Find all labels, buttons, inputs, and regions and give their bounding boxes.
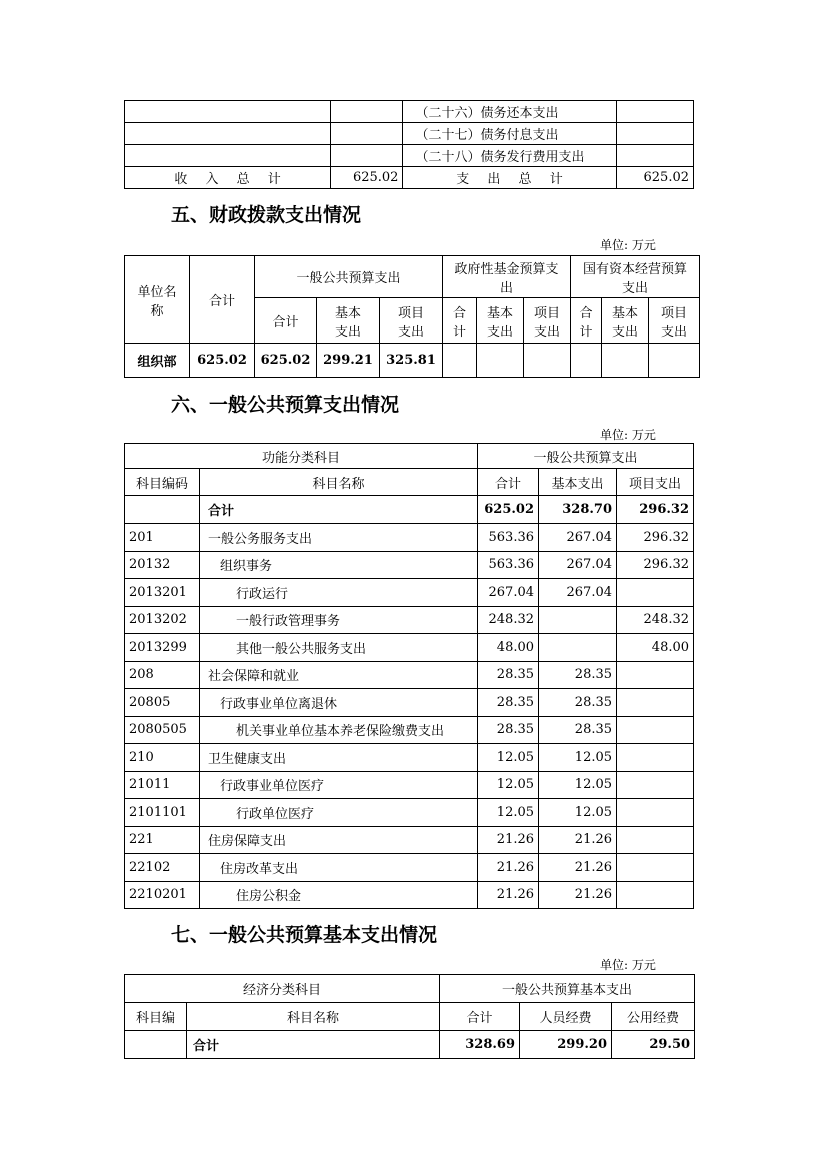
row-project: 296.32 — [617, 524, 694, 552]
header-total: 合计 — [478, 469, 539, 496]
header-sub-basic: 基本支出 — [602, 298, 649, 344]
row-total: 28.35 — [478, 689, 539, 717]
row-gb-basic: 299.21 — [317, 344, 380, 378]
row-basic: 21.26 — [539, 854, 617, 882]
expense-total-label: 支 出 总 计 — [403, 167, 616, 189]
row-project — [617, 744, 694, 772]
row-basic: 21.26 — [539, 826, 617, 854]
row-name: 住房公积金 — [200, 881, 478, 909]
header-econ-class: 经济分类科目 — [125, 975, 440, 1003]
row-total: 625.02 — [190, 344, 255, 378]
total-row-name: 合计 — [200, 496, 478, 524]
row-basic: 28.35 — [539, 689, 617, 717]
row-name: 住房保障支出 — [200, 826, 478, 854]
row-basic — [539, 606, 617, 634]
row-name: 一般行政管理事务 — [200, 606, 478, 634]
section-title: 七、一般公共预算基本支出情况 — [171, 924, 438, 946]
row-project: 296.32 — [617, 551, 694, 579]
row-project — [617, 826, 694, 854]
row-code: 2210201 — [125, 881, 200, 909]
header-basic: 基本支出 — [539, 469, 617, 496]
header-name: 科目名称 — [187, 1003, 440, 1031]
row-total: 21.26 — [478, 881, 539, 909]
row-code: 20805 — [125, 689, 200, 717]
row-basic: 28.35 — [539, 661, 617, 689]
expense-item: （二十七）债务付息支出 — [403, 123, 616, 145]
row-project — [617, 579, 694, 607]
row-name: 卫生健康支出 — [200, 744, 478, 772]
row-code: 21011 — [125, 771, 200, 799]
row-total: 21.26 — [478, 854, 539, 882]
row-code: 210 — [125, 744, 200, 772]
section-title: 五、财政拨款支出情况 — [171, 204, 362, 226]
header-func-class: 功能分类科目 — [125, 444, 478, 469]
row-basic: 267.04 — [539, 524, 617, 552]
header-sub-total: 合计 — [571, 298, 602, 344]
row-project — [617, 716, 694, 744]
row-total: 267.04 — [478, 579, 539, 607]
row-name: 行政事业单位医疗 — [200, 771, 478, 799]
row-code: 2013201 — [125, 579, 200, 607]
header-general-basic: 一般公共预算基本支出 — [440, 975, 695, 1003]
row-project — [617, 854, 694, 882]
header-state-capital: 国有资本经营预算支出 — [571, 256, 700, 298]
row-total: 12.05 — [478, 744, 539, 772]
row-code: 221 — [125, 826, 200, 854]
total-row-basic: 328.70 — [539, 496, 617, 524]
total-row-project: 296.32 — [617, 496, 694, 524]
header-code: 科目编 — [125, 1003, 187, 1031]
header-sub-project: 项目支出 — [524, 298, 571, 344]
header-general-budget: 一般公共预算支出 — [478, 444, 694, 469]
row-name: 其他一般公共服务支出 — [200, 634, 478, 662]
row-project: 48.00 — [617, 634, 694, 662]
header-sub-project: 项目支出 — [380, 298, 443, 344]
total-row-total: 328.69 — [440, 1031, 520, 1059]
row-total: 48.00 — [478, 634, 539, 662]
total-row-public: 29.50 — [612, 1031, 695, 1059]
section-title: 六、一般公共预算支出情况 — [171, 394, 400, 416]
expense-item: （二十六）债务还本支出 — [403, 101, 616, 123]
row-name: 一般公务服务支出 — [200, 524, 478, 552]
row-total: 12.05 — [478, 799, 539, 827]
row-code: 20132 — [125, 551, 200, 579]
row-basic — [539, 634, 617, 662]
total-row-name: 合计 — [187, 1031, 440, 1059]
row-total: 21.26 — [478, 826, 539, 854]
row-basic: 21.26 — [539, 881, 617, 909]
total-row-total: 625.02 — [478, 496, 539, 524]
row-project — [617, 661, 694, 689]
row-code: 2101101 — [125, 799, 200, 827]
row-total: 12.05 — [478, 771, 539, 799]
row-project — [617, 799, 694, 827]
row-total: 563.36 — [478, 524, 539, 552]
header-project: 项目支出 — [617, 469, 694, 496]
row-total: 28.35 — [478, 716, 539, 744]
unit-label: 单位: 万元 — [600, 958, 656, 972]
expense-total-value: 625.02 — [616, 167, 693, 189]
header-code: 科目编码 — [125, 469, 200, 496]
expense-item: （二十八）债务发行费用支出 — [403, 145, 616, 167]
row-unit-name: 组织部 — [125, 344, 190, 378]
row-name: 行政单位医疗 — [200, 799, 478, 827]
row-basic: 12.05 — [539, 771, 617, 799]
row-code: 208 — [125, 661, 200, 689]
unit-label: 单位: 万元 — [600, 428, 656, 442]
income-total-label: 收 入 总 计 — [125, 167, 331, 189]
header-personnel: 人员经费 — [520, 1003, 612, 1031]
row-code: 2013299 — [125, 634, 200, 662]
row-code: 22102 — [125, 854, 200, 882]
row-name: 社会保障和就业 — [200, 661, 478, 689]
header-sub-basic: 基本支出 — [477, 298, 524, 344]
row-gb-total: 625.02 — [255, 344, 317, 378]
top-summary-table — [124, 100, 694, 189]
header-public: 公用经费 — [612, 1003, 695, 1031]
header-sub-total: 合计 — [255, 298, 317, 344]
row-name: 机关事业单位基本养老保险缴费支出 — [200, 716, 478, 744]
row-code: 201 — [125, 524, 200, 552]
general-basic-expense-table — [124, 974, 695, 1059]
row-basic: 28.35 — [539, 716, 617, 744]
general-budget-expense-table — [124, 443, 694, 909]
unit-label: 单位: 万元 — [600, 238, 656, 252]
row-code: 2080505 — [125, 716, 200, 744]
row-name: 行政运行 — [200, 579, 478, 607]
header-general-budget: 一般公共预算支出 — [255, 256, 443, 298]
row-basic: 267.04 — [539, 579, 617, 607]
row-name: 住房改革支出 — [200, 854, 478, 882]
row-total: 563.36 — [478, 551, 539, 579]
row-project — [617, 771, 694, 799]
fiscal-appropriation-table — [124, 255, 700, 378]
row-name: 组织事务 — [200, 551, 478, 579]
row-basic: 12.05 — [539, 744, 617, 772]
row-project — [617, 881, 694, 909]
row-code: 2013202 — [125, 606, 200, 634]
row-total: 248.32 — [478, 606, 539, 634]
row-project — [617, 689, 694, 717]
header-sub-basic: 基本支出 — [317, 298, 380, 344]
header-gov-fund: 政府性基金预算支出 — [443, 256, 571, 298]
row-basic: 267.04 — [539, 551, 617, 579]
row-total: 28.35 — [478, 661, 539, 689]
row-gb-project: 325.81 — [380, 344, 443, 378]
row-name: 行政事业单位离退休 — [200, 689, 478, 717]
total-row-personnel: 299.20 — [520, 1031, 612, 1059]
header-total: 合计 — [190, 256, 255, 344]
header-total: 合计 — [440, 1003, 520, 1031]
header-unit-name: 单位名称 — [125, 256, 190, 344]
header-sub-project: 项目支出 — [649, 298, 700, 344]
income-total-value: 625.02 — [331, 167, 403, 189]
header-sub-total: 合计 — [443, 298, 477, 344]
row-project: 248.32 — [617, 606, 694, 634]
header-name: 科目名称 — [200, 469, 478, 496]
row-basic: 12.05 — [539, 799, 617, 827]
